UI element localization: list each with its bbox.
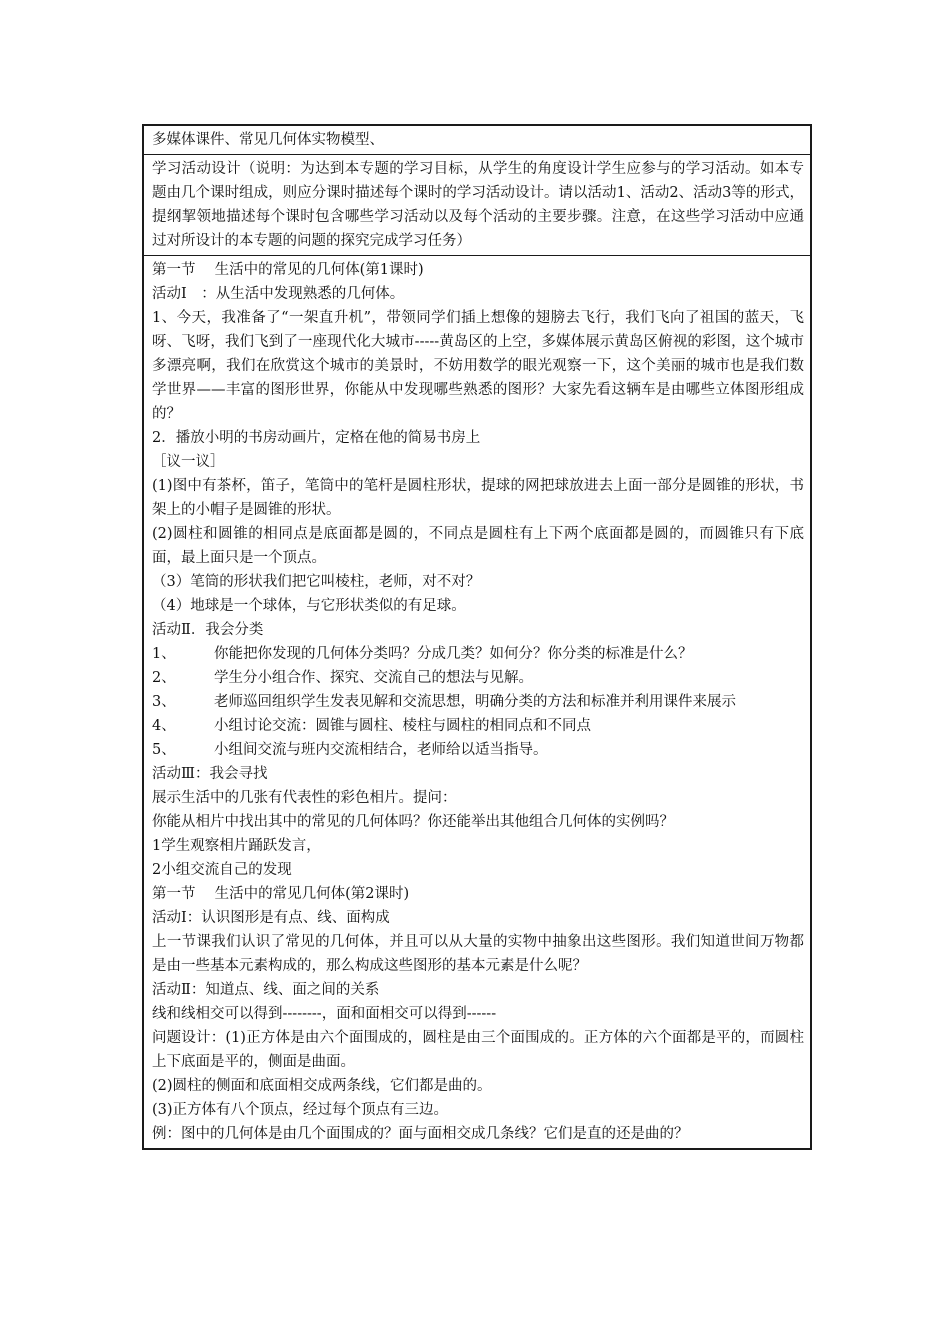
list-item-number: 3、 (152, 694, 176, 710)
lesson2-activity2-paragraph5: 例：图中的几何体是由几个面围成的？面与面相交成几条线？它们是直的还是曲的？ (152, 1126, 689, 1142)
lesson1-activity3-paragraph4: 2小组交流自己的发现 (152, 862, 292, 878)
list-item-number: 2、 (152, 670, 176, 686)
list-item (152, 690, 804, 714)
list-item-text: 小组讨论交流：圆锥与圆柱、棱柱与圆柱的相同点和不同点 (214, 718, 591, 734)
list-item (152, 666, 804, 690)
list-item (152, 738, 804, 762)
discuss-item-3: （3）笔筒的形状我们把它叫棱柱，老师，对不对？ (152, 574, 481, 590)
design-note-text: 学习活动设计（说明：为达到本专题的学习目标，从学生的角度设计学生应参与的学习活动。如本专题由几个课时组成，则应分课时描述每个课时的学习活动设计。请以活动1、活动2、活动3等的形式，提纲挈领地描述每个课时包含哪些学习活动以及每个活动的主要步骤。注意，在这些学习活动中应通过对所设计的本专题的问题的探究完成学习任务） (152, 161, 804, 249)
discuss-item-4: （4）地球是一个球体，与它形状类似的有足球。 (152, 598, 466, 614)
lesson2-activity2-paragraph1: 线和线相交可以得到--------，面和面相交可以得到------ (152, 1006, 497, 1022)
discuss-item-2: (2)圆柱和圆锥的相同点是底面都是圆的，不同点是圆柱有上下两个底面都是圆的，而圆锥只有下底面，最上面只是一个顶点。 (152, 526, 804, 566)
list-item-number: 4、 (152, 718, 176, 734)
list-item-number: 5、 (152, 742, 176, 758)
list-item-text: 小组间交流与班内交流相结合，老师给以适当指导。 (214, 742, 548, 758)
list-item (152, 714, 804, 738)
lesson2-activity2-paragraph3: (2)圆柱的侧面和底面相交成两条线，它们都是曲的。 (152, 1078, 492, 1094)
lesson1-activity1-paragraph2: 2．播放小明的书房动画片，定格在他的简易书房上 (152, 430, 481, 446)
lesson1-activity3-title: 活动Ⅲ：我会寻找 (152, 766, 268, 782)
lesson2-heading: 第一节 生活中的常见几何体(第2课时) (152, 886, 410, 902)
lesson1-activity3-paragraph3: 1学生观察相片踊跃发言， (152, 838, 321, 854)
lesson2-activity2-title: 活动Ⅱ：知道点、线、面之间的关系 (152, 982, 380, 998)
lesson1-activity3-paragraph2: 你能从相片中找出其中的常见的几何体吗？你还能举出其他组合几何体的实例吗？ (152, 814, 674, 830)
list-item-text: 学生分小组合作、探究、交流自己的想法与见解。 (214, 670, 533, 686)
discuss-title: ［议一议］ (152, 454, 225, 470)
lesson2-activity1-title: 活动Ⅰ：认识图形是有点、线、面构成 (152, 910, 390, 926)
list-item-number: 1、 (152, 646, 176, 662)
activities-row (144, 256, 810, 1148)
lesson2-activity2-paragraph2: 问题设计：(1)正方体是由六个面围成的，圆柱是由三个面围成的。正方体的六个面都是平的，而圆柱上下底面是平的，侧面是曲面。 (152, 1030, 804, 1070)
lesson1-heading: 第一节 生活中的常见的几何体(第1课时) (152, 262, 424, 278)
list-item-text: 老师巡回组织学生发表见解和交流思想，明确分类的方法和标准并利用课件来展示 (214, 694, 736, 710)
design-note-row (144, 155, 810, 256)
list-item-text: 你能把你发现的几何体分类吗？分成几类？如何分？你分类的标准是什么？ (214, 646, 693, 662)
lesson1-activity3-paragraph1: 展示生活中的几张有代表性的彩色相片。提问： (152, 790, 457, 806)
lesson2-activity2-paragraph4: (3)正方体有八个顶点，经过每个顶点有三边。 (152, 1102, 449, 1118)
discuss-item-1: (1)图中有茶杯，笛子，笔筒中的笔杆是圆柱形状，提球的网把球放进去上面一部分是圆锥的形状，书架上的小帽子是圆锥的形状。 (152, 478, 804, 518)
lesson1-activity1-paragraph1: 1、今天，我准备了“一架直升机”，带领同学们插上想像的翅膀去飞行，我们飞向了祖国的蓝天，飞呀、飞呀，我们飞到了一座现代化大城市-----黄岛区的上空，多媒体展示黄岛区俯视的彩图，这个城市多漂亮啊，我们在欣赏这个城市的美景时，不妨用数学的眼光观察一下，这个美丽的城市也是我们数学世界——丰富的图形世界，你能从中发现哪些熟悉的图形？大家先看这辆车是由哪些立体图形组成的？ (152, 310, 804, 422)
materials-row (144, 126, 810, 155)
lesson2-activity1-paragraph1: 上一节课我们认识了常见的几何体，并且可以从大量的实物中抽象出这些图形。我们知道世间万物都是由一些基本元素构成的，那么构成这些图形的基本元素是什么呢？ (152, 934, 804, 974)
list-item (152, 642, 804, 666)
lesson-plan-table (142, 124, 812, 1150)
lesson1-activity1-title: 活动Ⅰ ：从生活中发现熟悉的几何体。 (152, 286, 405, 302)
lesson1-activity2-title: 活动Ⅱ．我会分类 (152, 622, 264, 638)
materials-text: 多媒体课件、常见几何体实物模型、 (152, 132, 384, 148)
